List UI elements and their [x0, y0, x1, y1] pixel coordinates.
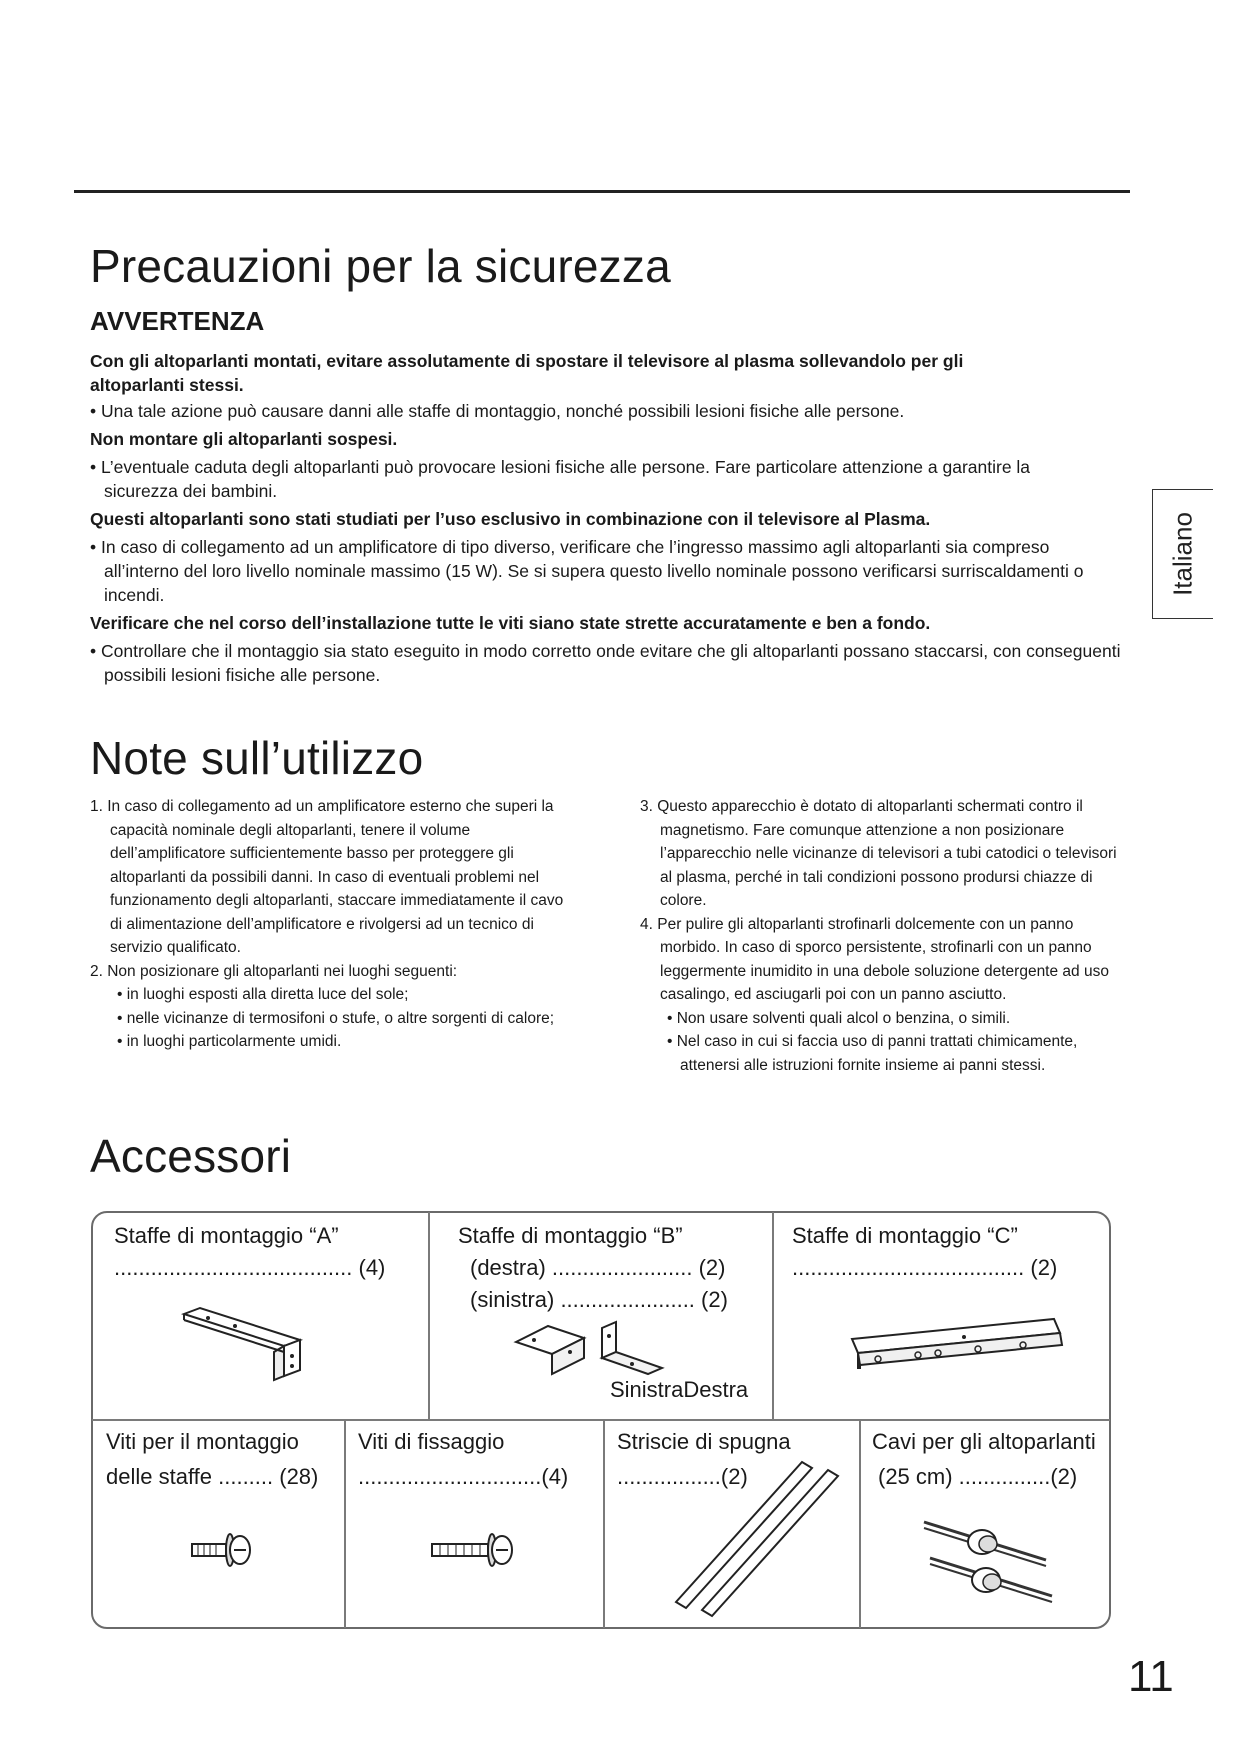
language-tab — [1152, 489, 1213, 619]
header-rule — [74, 190, 1130, 193]
safety-item-3-text: • In caso di collegamento ad un amplificatore di tipo diverso, verificare che l’ingresso massimo agli altoparlanti sia compreso all’interno del loro livello nominale massimo (15 W). Se si supera questo livello nominale possono verificarsi surriscaldamenti o incendi. — [90, 537, 1084, 605]
accessory-bracket-a — [114, 1220, 385, 1284]
language-tab-label: Italiano — [1167, 512, 1198, 596]
safety-list — [90, 349, 1121, 687]
note-2-bullet: • in luoghi esposti alla diretta luce del sole; — [117, 986, 409, 1003]
speaker-cable-icon — [920, 1504, 1060, 1614]
accessory-label: Viti per il montaggio — [106, 1429, 299, 1454]
table-divider — [603, 1420, 605, 1628]
page-number: 11 — [1128, 1652, 1174, 1701]
accessory-quantity: delle staffe ......... (28) — [106, 1464, 319, 1489]
accessory-quantity: ....................................... (4) — [114, 1255, 386, 1280]
safety-item-1-text: • Una tale azione può causare danni alle staffe di montaggio, nonché possibili lesioni fisiche alle persone. — [90, 401, 905, 421]
accessory-bracket-c — [792, 1220, 1057, 1284]
accessory-quantity-right: (destra) ....................... (2) — [470, 1255, 726, 1280]
foam-strip-icon — [672, 1456, 852, 1618]
screw-icon — [430, 1530, 522, 1570]
accessory-label: Staffe di montaggio “C” — [792, 1223, 1018, 1248]
accessory-label: Staffe di montaggio “A” — [114, 1223, 339, 1248]
safety-item-4-text: • Controllare che il montaggio sia stato eseguito in modo corretto onde evitare che gli altoparlanti possano staccarsi, con conseguenti possibili lesioni fisiche alle persone. — [90, 641, 1121, 685]
bracket-b-icon — [512, 1318, 672, 1378]
accessory-speaker-cables — [872, 1424, 1096, 1494]
note-3: 3. Questo apparecchio è dotato di altoparlanti schermati contro il magnetismo. Fare comunque attenzione a non posizionare l’apparecchio nelle vicinanze di televisori a tubi catodici o televisori al plasma, perché in tali condizioni possono prodursi chiazze di colore. — [640, 798, 1117, 909]
accessory-bracket-screws — [106, 1424, 318, 1494]
note-4-bullet: • Non usare solventi quali alcol o benzina, o simili. — [667, 1009, 1011, 1027]
bracket-a-icon — [180, 1300, 310, 1385]
accessory-quantity: .................(2) — [617, 1464, 748, 1489]
safety-item-2-text: • L’eventuale caduta degli altoparlanti può provocare lesioni fisiche alle persone. Fare particolare attenzione a garantire la sicurezza dei bambini. — [90, 457, 1031, 501]
safety-item-3-title: Questi altoparlanti sono stati studiati per l’uso esclusivo in combinazione con il televisore al Plasma. — [90, 509, 931, 529]
table-divider — [428, 1212, 430, 1419]
notes-left-column — [90, 795, 570, 1054]
accessory-label: Staffe di montaggio “B” — [458, 1223, 683, 1248]
accessory-label: Viti di fissaggio — [358, 1429, 505, 1454]
note-2-bullet: • nelle vicinanze di termosifoni o stufe, o altre sorgenti di calore; — [117, 1009, 555, 1027]
table-divider — [859, 1420, 861, 1628]
bracket-b-caption: SinistraDestra — [610, 1377, 749, 1402]
safety-item-4-title: Verificare che nel corso dell’installazione tutte le viti siano state strette accuratamente e ben a fondo. — [90, 613, 931, 633]
note-4-bullet: • Nel caso in cui si faccia uso di panni trattati chimicamente, attenersi alle istruzioni fornite insieme ai panni stessi. — [667, 1033, 1078, 1074]
accessory-label: Cavi per gli altoparlanti — [872, 1429, 1096, 1454]
table-divider — [772, 1212, 774, 1419]
notes-title: Note sull’utilizzo — [90, 732, 424, 784]
table-divider — [92, 1419, 1110, 1421]
bracket-c-icon — [848, 1315, 1068, 1377]
accessory-quantity-left: (sinistra) ...................... (2) — [470, 1287, 728, 1312]
note-2-bullet: • in luoghi particolarmente umidi. — [117, 1033, 342, 1050]
screw-icon — [190, 1530, 260, 1570]
accessory-bracket-b — [458, 1220, 728, 1316]
table-divider — [344, 1420, 346, 1628]
note-2: 2. Non posizionare gli altoparlanti nei luoghi seguenti: — [90, 962, 458, 980]
note-1: 1. In caso di collegamento ad un amplificatore esterno che superi la capacità nominale degli altoparlanti, tenere il volume dell’amplificatore sufficientemente basso per proteggere gli altoparlanti da possibili danni. In caso di eventuali problemi nel funzionamento degli altoparlanti, staccare immediatamente il cavo di alimentazione dell’amplificatore e rivolgersi ad un tecnico di servizio qualificato. — [90, 798, 564, 956]
notes-right-column — [640, 795, 1120, 1077]
safety-title: Precauzioni per la sicurezza — [90, 240, 671, 292]
safety-item-2-title: Non montare gli altoparlanti sospesi. — [90, 429, 398, 449]
safety-item-1-title: Con gli altoparlanti montati, evitare assolutamente di spostare il televisore al plasma sollevandolo per gli altoparlanti stessi. — [90, 351, 964, 395]
note-4: 4. Per pulire gli altoparlanti strofinarli dolcemente con un panno morbido. In caso di sporco persistente, strofinarli con un panno leggermente inumidito in una debole soluzione detergente ad uso casalingo, ed asciugarli poi con un panno asciutto. — [640, 915, 1109, 1003]
accessory-quantity: (25 cm) ...............(2) — [878, 1464, 1078, 1489]
accessories-title: Accessori — [90, 1130, 292, 1182]
accessory-fixing-screws — [358, 1424, 568, 1494]
accessory-quantity: ...................................... (2) — [792, 1255, 1058, 1280]
warning-heading: AVVERTENZA — [90, 306, 265, 336]
accessory-label: Striscie di spugna — [617, 1429, 791, 1454]
accessory-quantity: ..............................(4) — [358, 1464, 569, 1489]
